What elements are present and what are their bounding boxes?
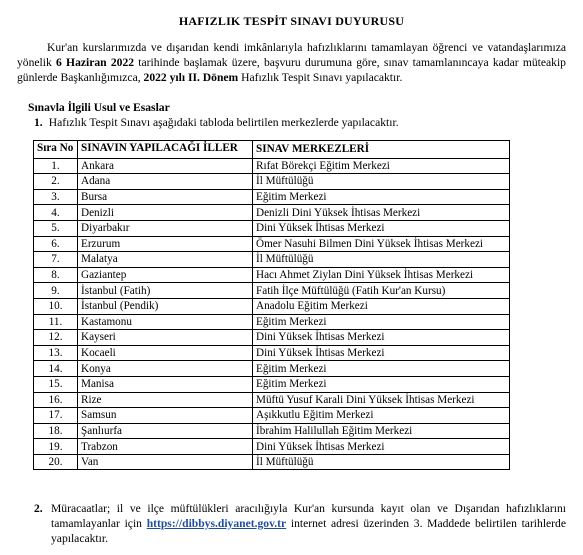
row-center: Rıfat Börekçi Eğitim Merkezi bbox=[253, 158, 510, 174]
row-city: Manisa bbox=[78, 376, 253, 392]
row-center: İl Müftülüğü bbox=[253, 174, 510, 190]
row-center: Eğitim Merkezi bbox=[253, 361, 510, 377]
list-item-2 bbox=[34, 501, 566, 546]
row-center: İl Müftülüğü bbox=[253, 454, 510, 470]
table-row bbox=[34, 392, 510, 408]
table-row bbox=[34, 298, 510, 314]
row-number: 5. bbox=[34, 220, 78, 236]
table-row bbox=[34, 158, 510, 174]
row-number: 20. bbox=[34, 454, 78, 470]
header-city: SINAVIN YAPILACAĞI İLLER bbox=[78, 141, 253, 159]
table-row bbox=[34, 376, 510, 392]
row-city: Trabzon bbox=[78, 439, 253, 455]
row-city: Denizli bbox=[78, 205, 253, 221]
exam-centers-table bbox=[33, 140, 510, 470]
intro-text-1: Kur'an kurslarımızda ve dışarıdan kendi imkânlarıyla hafızlıklarını tamamlayan öğrenci ve vatandaşlarımıza yönelik bbox=[17, 41, 566, 69]
row-center: Fatih İlçe Müftülüğü (Fatih Kur'an Kursu) bbox=[253, 283, 510, 299]
row-center: Dini Yüksek İhtisas Merkezi bbox=[253, 345, 510, 361]
row-city: Kayseri bbox=[78, 330, 253, 346]
table-row bbox=[34, 267, 510, 283]
table-row bbox=[34, 314, 510, 330]
row-city: Van bbox=[78, 454, 253, 470]
list-item-2-number: 2. bbox=[34, 502, 43, 515]
row-center: Ömer Nasuhi Bilmen Dini Yüksek İhtisas Merkezi bbox=[253, 236, 510, 252]
table-row bbox=[34, 205, 510, 221]
row-center: Denizli Dini Yüksek İhtisas Merkezi bbox=[253, 205, 510, 221]
intro-paragraph bbox=[17, 40, 566, 85]
row-number: 15. bbox=[34, 376, 78, 392]
table-header-row bbox=[34, 141, 510, 159]
dibbys-link[interactable]: https://dibbys.diyanet.gov.tr bbox=[146, 517, 287, 530]
table-row bbox=[34, 220, 510, 236]
row-city: Malatya bbox=[78, 252, 253, 268]
row-number: 3. bbox=[34, 189, 78, 205]
row-number: 7. bbox=[34, 252, 78, 268]
table-row bbox=[34, 189, 510, 205]
row-number: 2. bbox=[34, 174, 78, 190]
row-number: 12. bbox=[34, 330, 78, 346]
table-row bbox=[34, 439, 510, 455]
table-row bbox=[34, 330, 510, 346]
row-number: 17. bbox=[34, 408, 78, 424]
row-city: Kastamonu bbox=[78, 314, 253, 330]
table-row bbox=[34, 454, 510, 470]
row-center: Eğitim Merkezi bbox=[253, 376, 510, 392]
table-row bbox=[34, 423, 510, 439]
list-item-2-text-1: Müracaatlar; il ve ilçe müftülükleri aracılığıyla Kur'an kursunda kayıt olan ve Dışarıdan hafızlıklarını tamamlayanlar için bbox=[51, 502, 566, 530]
row-number: 19. bbox=[34, 439, 78, 455]
row-center: Eğitim Merkezi bbox=[253, 314, 510, 330]
page-title: HAFIZLIK TESPİT SINAVI DUYURUSU bbox=[178, 14, 405, 28]
row-city: İstanbul (Pendik) bbox=[78, 298, 253, 314]
row-center: Dini Yüksek İhtisas Merkezi bbox=[253, 220, 510, 236]
row-city: Rize bbox=[78, 392, 253, 408]
row-center: Aşıkkutlu Eğitim Merkezi bbox=[253, 408, 510, 424]
row-city: Diyarbakır bbox=[78, 220, 253, 236]
row-number: 10. bbox=[34, 298, 78, 314]
table-row bbox=[34, 252, 510, 268]
row-center: Dini Yüksek İhtisas Merkezi bbox=[253, 330, 510, 346]
row-city: Bursa bbox=[78, 189, 253, 205]
row-center: Müftü Yusuf Karali Dini Yüksek İhtisas Merkezi bbox=[253, 392, 510, 408]
row-center: Eğitim Merkezi bbox=[253, 189, 510, 205]
row-number: 11. bbox=[34, 314, 78, 330]
row-number: 18. bbox=[34, 423, 78, 439]
intro-text-3: Hafızlık Tespit Sınavı yapılacaktır. bbox=[238, 71, 403, 84]
table-row bbox=[34, 236, 510, 252]
list-item-2-text-2: internet adresi üzerinden 3. Maddede belirtilen tarihlerde yapılacaktır. bbox=[51, 517, 566, 545]
row-city: Erzurum bbox=[78, 236, 253, 252]
row-center: İl Müftülüğü bbox=[253, 252, 510, 268]
table-body bbox=[34, 158, 510, 470]
row-number: 16. bbox=[34, 392, 78, 408]
row-number: 13. bbox=[34, 345, 78, 361]
list-item-1-text: Hafızlık Tespit Sınavı aşağıdaki tabloda belirtilen merkezlerde yapılacaktır. bbox=[48, 116, 399, 129]
row-number: 9. bbox=[34, 283, 78, 299]
row-center: İbrahim Halilullah Eğitim Merkezi bbox=[253, 423, 510, 439]
table-row bbox=[34, 361, 510, 377]
row-number: 8. bbox=[34, 267, 78, 283]
row-city: İstanbul (Fatih) bbox=[78, 283, 253, 299]
row-number: 14. bbox=[34, 361, 78, 377]
row-city: Samsun bbox=[78, 408, 253, 424]
row-center: Anadolu Eğitim Merkezi bbox=[253, 298, 510, 314]
list-item-2-text bbox=[34, 501, 566, 546]
row-city: Adana bbox=[78, 174, 253, 190]
row-number: 1. bbox=[34, 158, 78, 174]
intro-bold-date: 6 Haziran 2022 bbox=[56, 56, 135, 69]
intro-text-2: tarihinde başlamak üzere, başvuru durumuna göre, sınav tamamlanıncaya kadar müteakip günlerde Başkanlığımızca, bbox=[17, 56, 566, 84]
row-city: Kocaeli bbox=[78, 345, 253, 361]
row-city: Gaziantep bbox=[78, 267, 253, 283]
list-item-1 bbox=[34, 116, 399, 129]
row-number: 4. bbox=[34, 205, 78, 221]
table-row bbox=[34, 283, 510, 299]
table-row bbox=[34, 345, 510, 361]
row-center: Hacı Ahmet Ziylan Dini Yüksek İhtisas Merkezi bbox=[253, 267, 510, 283]
row-city: Konya bbox=[78, 361, 253, 377]
row-number: 6. bbox=[34, 236, 78, 252]
section-title: Sınavla İlgili Usul ve Esaslar bbox=[28, 101, 170, 114]
row-center: Dini Yüksek İhtisas Merkezi bbox=[253, 439, 510, 455]
table-row bbox=[34, 174, 510, 190]
row-city: Şanlıurfa bbox=[78, 423, 253, 439]
list-item-1-number: 1. bbox=[34, 116, 43, 129]
row-city: Ankara bbox=[78, 158, 253, 174]
table-row bbox=[34, 408, 510, 424]
header-center: SINAV MERKEZLERİ bbox=[253, 141, 510, 159]
header-no: Sıra No bbox=[34, 141, 78, 159]
intro-bold-term: 2022 yılı II. Dönem bbox=[143, 71, 239, 84]
